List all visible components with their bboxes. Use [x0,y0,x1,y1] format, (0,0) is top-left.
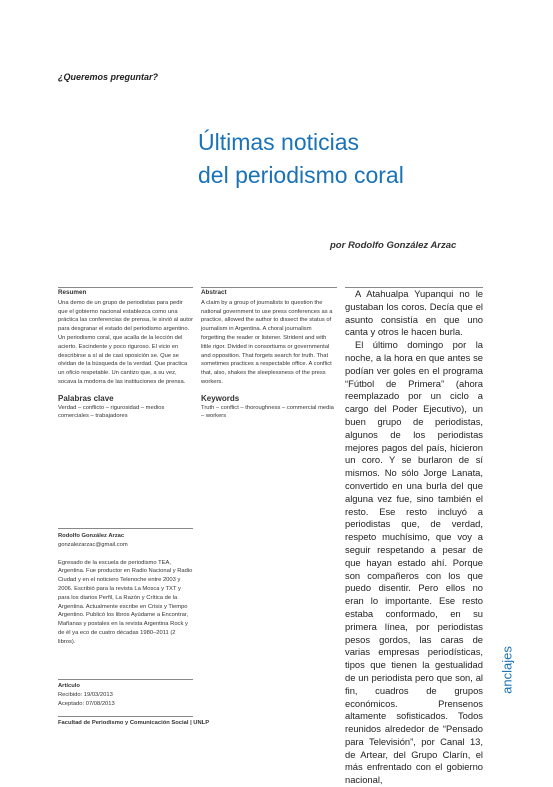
articulo-block [58,682,193,708]
resumen-text: Una demo de un grupo de periodistas para pedir que el gobierno nacional establezca como una práctica las conferencias de prensa, le sirvió al autor para desgranar el estado del periodismo argentino. Un periodismo coral, que acalla de la lección del acierto. Escindente y poco riguroso. El vicio en describirse a sí al de casi oposición se. Que se olvidan de la búsqueda de la verdad. Que practica un oficio respetable. Un cantizo que, a su vez, socava la modorra de las instituciones de prensa. [58,299,194,385]
articulo-aceptado: Aceptado: 07/08/2013 [58,700,115,707]
body-paragraph-2: El último domingo por la noche, a la hora en que antes se podían ver goles en el programa “Fútbol de Primera” (ahora reemplazado por un ciclo a cargo del Poder Ejecutivo), un buen grupo de periodistas, algunos de los periodistas mejores pagos del país, hicieron un coro. Y se burlaron de sí mismos. No sólo Jorge Lanata, convertido en una burla del que alguna vez fue, sino también el resto. Ese resto incluyó a periodistas que, de verdad, respeto muchísimo, que voy a seguir respetando a pesar de que hayan estado ahí. Porque son compañeros con los que puedo disentir. Pero ellos no eran lo importante. Ese resto estaba conformado, en su primera línea, por periodistas pesos gordos, las caras de varias empresas periodísticas, tipos que tienen la gestualidad de un periodista pero que son, al fin, cuadros de grupos económicos. Prensenos altamente sofisticados. Todos reunidos alrededor de “Pensado para Televisión”, por Canal 13, de Artear, del Grupo Clarín, el más enfrentado con el gobierno nacional, [345,339,483,786]
side-label-text: anclajes [499,646,515,694]
section-kicker: ¿Queremos preguntar? [58,72,159,82]
title-line-1: Últimas noticias [198,129,360,155]
author-name: Rodolfo González Arzac [58,533,125,539]
resumen-heading: Resumen [58,289,87,296]
body-column [345,288,483,787]
articulo-recibido: Recibido: 19/03/2013 [58,691,113,698]
author-block [58,532,193,647]
articulo-heading: Artículo [58,683,80,689]
divider-footer [58,716,193,717]
abstract-block [201,289,337,421]
page-footer: Facultad de Periodismo y Comunicación Social | UNLP [58,720,210,726]
divider-articulo [58,679,193,680]
author-bio: Egresado de la escuela de periodismo TEA, Argentina. Fue productor en Radio Nacional y Radio Ciudad y en el noticiero Telenoche entre 2003 y 2006. Escribió para la revista La Mosca y TXT y para los diarios Perfil, La Razón y Crítica de la Argentina. Actualmente escribe en Crisis y Tiempo Argentino. Publicó los libros Ayúdame a Encontrar, Mañanas y postales en la revista Argentina Rock y de él ya eco de cuatro décadas 1980–2011 (2 libros). [58,559,193,645]
abstract-heading: Abstract [201,289,227,296]
title-line-2: del periodismo coral [198,162,404,188]
divider-resumen [58,287,193,288]
author-email: gonzalezarzac@gmail.com [58,541,128,548]
palabras-clave-text: Verdad – conflicto – rigurosidad – medios comerciales – trabajadores [58,404,165,420]
body-paragraph-1: A Atahualpa Yupanqui no le gustaban los coros. Decía que el asunto consistía en que uno canta y otros le hacen burla. [345,288,483,338]
resumen-block [58,289,193,421]
keywords-heading: Keywords [201,393,240,403]
abstract-text: A claim by a group of journalists to question the national government to use press conferences as a practice, allowed the author to dissect the status of journalism in Argentina. A choral journalism forgetting the reader or listener. Strident and with little rigor. Divided in consortiums or governmental and opposition. That forgets search for truth. That sometimes practices a respectable office. A conflict that, also, shakes the sleeplessness of the press workers. [201,299,333,385]
divider-abstract [201,287,337,288]
article-title [198,126,518,192]
journal-side-label [497,640,517,700]
divider-author [58,528,193,529]
keywords-text: Truth – conflict – thoroughness – commercial media – workers [201,404,334,420]
byline: por Rodolfo González Arzac [330,240,457,251]
palabras-clave-heading: Palabras clave [58,393,114,403]
